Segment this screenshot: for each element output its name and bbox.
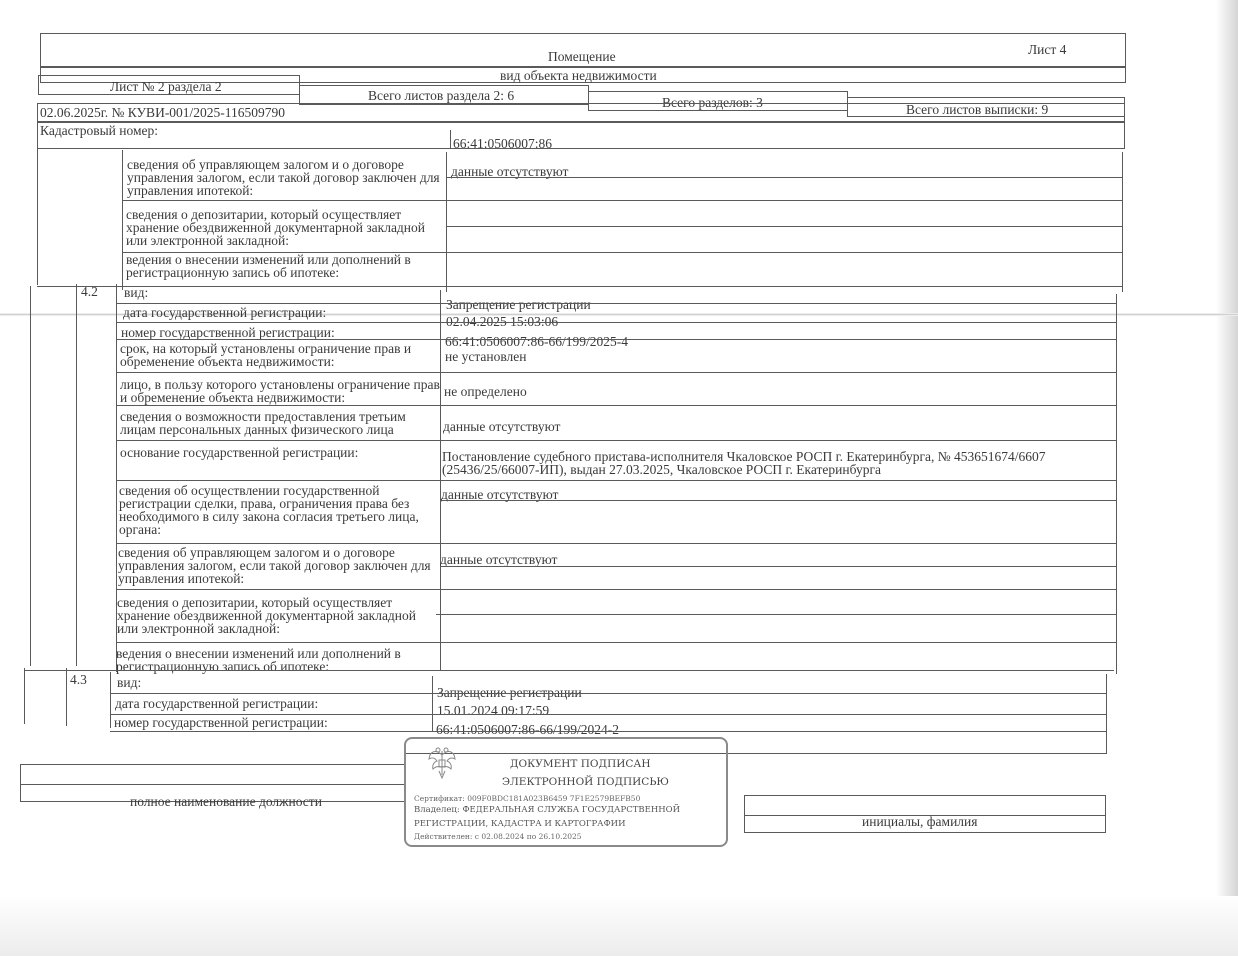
b43-row-number-value: 66:41:0506007:86-66/199/2024-2 xyxy=(436,722,619,737)
cadastral-box xyxy=(37,121,1125,149)
block42-number: 4.2 xyxy=(81,284,98,299)
b42-row-kind-label: вид: xyxy=(124,285,149,300)
b42-row-term-bottom xyxy=(116,372,1116,373)
b42-row-date-bottom xyxy=(116,322,1116,323)
total-sections: Всего разделов: 3 xyxy=(662,95,763,110)
top-row-1-mid xyxy=(446,177,1122,178)
b42-row-number-bottom xyxy=(116,339,1116,340)
top-block-bottom xyxy=(37,286,1122,287)
top-block-right-border xyxy=(1122,152,1123,292)
b42-row-changes-label: ведения о внесении изменений или дополнений в регистрационную запись об ипотеке: xyxy=(116,646,401,674)
page-edge-shadow xyxy=(1216,0,1238,956)
top-row-1-label: сведения об управляющем залогом и о договоре управления залогом, если такой договор заключен для управления ипотекой: xyxy=(127,157,440,198)
b42-row-consent-bottom xyxy=(116,543,1116,544)
block42-bottom xyxy=(24,670,1114,671)
b42-row-term-value: не установлен xyxy=(445,349,527,364)
cadastral-divider xyxy=(450,130,451,149)
b42-row-personal-data-label: сведения о возможности предоставления третьим лицам персональных данных физического лица xyxy=(120,409,406,437)
b42-row-beneficiary-value: не определено xyxy=(444,384,527,399)
b42-row-beneficiary-bottom xyxy=(116,405,1116,406)
top-row-2-label: сведения о депозитарии, который осуществляет хранение обездвиженной документарной закладной или электронной закладной: xyxy=(126,207,425,248)
top-row-1-bottom xyxy=(122,200,1122,201)
b42-row-basis-bottom xyxy=(116,480,1116,481)
position-box-divider xyxy=(20,784,406,785)
b42-row-pledge-manager-value: данные отсутствуют xyxy=(440,552,558,567)
stamp-certificate: Сертификат: 009F0BDC181A023B6459 7F1E2579BEFB50 xyxy=(414,794,641,803)
initials-label: инициалы, фамилия xyxy=(862,814,978,829)
b42-row-pledge-manager-label: сведения об управляющем залогом и о договоре управления залогом, если такой договор заключен для управления ипотекой: xyxy=(118,545,431,586)
b42-row-term-label: срок, на который установлены ограничение прав и обременение объекта недвижимости: xyxy=(120,341,412,369)
b42-row-consent-mid xyxy=(440,500,1116,501)
stamp-title-line1: ДОКУМЕНТ ПОДПИСАН xyxy=(510,758,651,770)
b42-row-consent-label: сведения об осуществлении государственной регистрации сделки, права, ограничения права без необходимого в силу закона согласия третьего лица, органа: xyxy=(119,483,419,537)
stamp-owner-line1: Владелец: ФЕДЕРАЛЬНАЯ СЛУЖБА ГОСУДАРСТВЕННОЙ xyxy=(414,805,681,815)
block43-label-left xyxy=(110,672,111,728)
top-block-value-left xyxy=(446,152,447,292)
block42-left-border xyxy=(30,286,31,666)
block43-num-divider xyxy=(66,668,67,726)
b42-row-depositary-mid xyxy=(436,614,1116,615)
b42-row-kind-bottom xyxy=(116,303,1116,304)
top-block-left-border xyxy=(37,145,38,285)
stamp-title-line2: ЭЛЕКТРОННОЙ ПОДПИСЬЮ xyxy=(502,776,669,788)
b42-row-consent-value: данные отсутствуют xyxy=(441,487,559,502)
stamp-owner-line2: РЕГИСТРАЦИИ, КАДАСТРА И КАРТОГРАФИИ xyxy=(414,819,626,829)
block42-num-divider xyxy=(76,284,77,666)
doc-number: 02.06.2025г. № КУВИ-001/2025-116509790 xyxy=(40,105,286,120)
b42-row-date-label: дата государственной регистрации: xyxy=(123,305,327,320)
b43-row-date-value: 15.01.2024 09:17:59 xyxy=(437,703,550,718)
b42-row-depositary-label: сведения о депозитарии, который осуществляет хранение обездвиженной документарной закладной или электронной закладной: xyxy=(117,595,416,636)
block43-number: 4.3 xyxy=(70,672,87,687)
b42-row-pledge-manager-mid xyxy=(440,566,1116,567)
stamp-validity: Действителен: с 02.08.2024 по 26.10.2025 xyxy=(414,832,582,841)
b42-row-basis-label: основание государственной регистрации: xyxy=(120,445,359,460)
b43-row-kind-bottom xyxy=(110,693,1106,694)
b43-row-kind-value: Запрещение регистрации xyxy=(437,685,582,700)
top-row-1-value: данные отсутствуют xyxy=(451,164,569,179)
b43-row-kind-label: вид: xyxy=(117,675,142,690)
double-headed-eagle-icon xyxy=(426,745,458,781)
b43-row-number-bottom xyxy=(110,731,1106,732)
b42-row-kind-value: Запрещение регистрации xyxy=(446,297,591,312)
section-sheet: Лист № 2 раздела 2 xyxy=(110,79,222,94)
b42-row-pledge-manager-bottom xyxy=(116,589,1116,590)
property-kind-label: вид объекта недвижимости xyxy=(500,68,657,83)
b43-row-date-label: дата государственной регистрации: xyxy=(115,696,319,711)
block43-value-left xyxy=(432,676,433,732)
b42-row-number-label: номер государственной регистрации: xyxy=(121,325,335,340)
b42-row-personal-data-value: данные отсутствуют xyxy=(443,419,561,434)
b42-row-personal-data-bottom xyxy=(116,440,1116,441)
block43-left-border xyxy=(24,668,25,724)
top-block-label-left xyxy=(122,150,123,290)
block43-right-border xyxy=(1106,674,1107,754)
b42-row-depositary-bottom xyxy=(116,642,1116,643)
block42-right-border xyxy=(1116,294,1117,674)
electronic-signature-stamp xyxy=(404,737,728,847)
b42-row-date-value: 02.04.2025 15:03:06 xyxy=(446,314,559,329)
b42-row-basis-value: Постановление судебного пристава-исполнителя Чкаловское РОСП г. Екатеринбурга, № 453651674/6607 (25436/25/66007-ИП), выдан 27.03.2025, Чкаловское РОСП г. Екатеринбурга xyxy=(442,449,1046,477)
property-type: Помещение xyxy=(548,49,616,64)
b42-row-beneficiary-label: лицо, в пользу которого установлены ограничение прав и обременение объекта недвижимости: xyxy=(120,377,440,405)
b43-row-number-label: номер государственной регистрации: xyxy=(114,715,328,730)
total-extract-sheets: Всего листов выписки: 9 xyxy=(906,102,1049,117)
page-bottom-shadow xyxy=(0,896,1238,956)
top-row-2-mid xyxy=(446,226,1122,227)
cadastral-label: Кадастровый номер: xyxy=(40,123,159,138)
b42-row-number-value: 66:41:0506007:86-66/199/2025-4 xyxy=(445,334,628,349)
top-row-3-label: ведения о внесении изменений или дополнений в регистрационную запись об ипотеке: xyxy=(126,252,411,280)
cadastral-value: 66:41:0506007:86 xyxy=(453,136,553,151)
total-section-sheets: Всего листов раздела 2: 6 xyxy=(368,88,515,103)
sheet-number: Лист 4 xyxy=(1028,42,1067,57)
position-label: полное наименование должности xyxy=(130,794,322,809)
